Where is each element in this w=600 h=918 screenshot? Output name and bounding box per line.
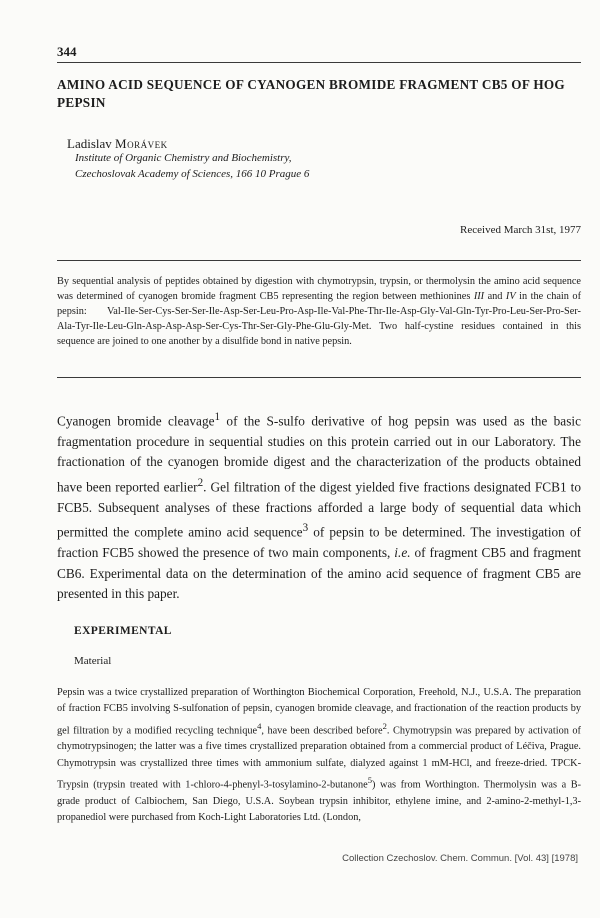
header-rule xyxy=(57,62,581,63)
abstract-bottom-rule xyxy=(57,377,581,378)
reference-superscript: 4 xyxy=(257,720,262,731)
material-text: ) was from Worthington. Thermolysin was a B-grade product of Calbiochem, San Diego, U.S.A. Soybean trypsin inhibitor, ethylene imine, and 2-amino-2-methyl-1,3-propanediol were purchased from Koch-Light Laboratories Ltd. (London, xyxy=(57,779,582,823)
abstract-text: in the chain of pepsin: Val-Ile-Ser-Cys-Ser-Ser-Ile-Asp-Ser-Leu-Pro-Asp-Ile-Val-Phe-Thr-Ile-Asp-Gly-Val-Gln-Tyr-Pro-Leu-Ser-Pro-Ser-Ala-Tyr-Ile-Leu-Gln-Asp-Asp-Asp-Ser-Cys-Thr-Ser-Gly-Phe-Glu-Gly-Met. Two half-cystine residues contained in this sequence are joined to one another by a disulfide bond in native pepsin. xyxy=(57,291,581,348)
intro-italic: i.e. xyxy=(394,545,411,561)
material-text: Pepsin was a twice crystallized preparation of Worthington Biochemical Corporation, Freehold, N.J., U.S.A. The preparation of fraction FCB5 involving S-sulfonation of pepsin, cyanogen bromide cleavage, and fractionation of the reaction products by gel filtration by a modified recycling technique xyxy=(57,687,581,737)
affiliation-line: Institute of Organic Chemistry and Biochemistry, xyxy=(75,152,292,164)
abstract xyxy=(57,274,581,349)
reference-superscript: 2 xyxy=(382,720,387,731)
material-paragraph xyxy=(57,685,581,826)
intro-text: of fragment CB5 and fragment CB6. Experimental data on the determination of the amino acid sequence of fragment CB5 are presented in this paper. xyxy=(57,545,581,602)
reference-superscript: 1 xyxy=(214,411,221,423)
section-heading: EXPERIMENTAL xyxy=(74,625,172,637)
reference-superscript: 2 xyxy=(197,476,204,489)
intro-text: . Gel filtration of the digest yielded five fractions designated FCB1 to FCB5. Subsequent analyses of these fractions afforded a large body of sequential data which permitted the complete amino acid sequence xyxy=(57,479,581,540)
article-title: AMINO ACID SEQUENCE OF CYANOGEN BROMIDE FRAGMENT CB5 OF HOG PEPSIN xyxy=(57,77,565,110)
abstract-roman-numeral: IV xyxy=(505,291,516,303)
author-affiliation xyxy=(75,150,309,182)
material-text: , have been described before xyxy=(261,725,383,737)
received-date: Received March 31st, 1977 xyxy=(460,224,581,236)
abstract-text: and xyxy=(484,291,506,303)
material-text: . Chymotrypsin was prepared by activation of chymotrypsinogen; the latter was a five times crystallized preparation obtained from a commercial product of Léčiva, Prague. Chymotrypsin was crystallized three times with ammonium sulfate, dialyzed against 1 mM-HCl, and freeze-dried. TPCK-Trypsin (trypsin treated with 1-chloro-4-phenyl-3-tosylamino-2-butanone xyxy=(57,725,581,791)
abstract-roman-numeral: III xyxy=(473,291,485,303)
abstract-top-rule xyxy=(57,260,581,261)
intro-text: Cyanogen bromide cleavage xyxy=(57,413,215,429)
reference-superscript: 3 xyxy=(302,522,309,535)
introduction-paragraph xyxy=(57,407,581,605)
subsection-heading: Material xyxy=(74,655,112,667)
journal-footer: Collection Czechoslov. Chem. Commun. [Vol. 43] [1978] xyxy=(342,853,578,864)
intro-text: of pepsin to be determined. The investigation of fraction FCB5 showed the presence of two main components, xyxy=(57,524,581,561)
author-last-name: Morávek xyxy=(115,136,168,151)
page-number: 344 xyxy=(57,44,77,59)
affiliation-line: Czechoslovak Academy of Sciences, 166 10 Prague 6 xyxy=(75,168,310,180)
intro-text: of the S-sulfo derivative of hog pepsin was used as the basic fragmentation procedure in sequential studies on this protein carried out in our Laboratory. The fractionation of the cyanogen bromide digest and the characterization of the products obtained have been reported earlier xyxy=(57,413,581,495)
author-first-name: Ladislav xyxy=(67,136,112,151)
reference-superscript: 5 xyxy=(367,774,373,785)
abstract-text: By sequential analysis of peptides obtained by digestion with chymotrypsin, trypsin, or thermolysin the amino acid sequence was determined of cyanogen bromide fragment CB5 representing the region between methionines xyxy=(57,276,581,303)
